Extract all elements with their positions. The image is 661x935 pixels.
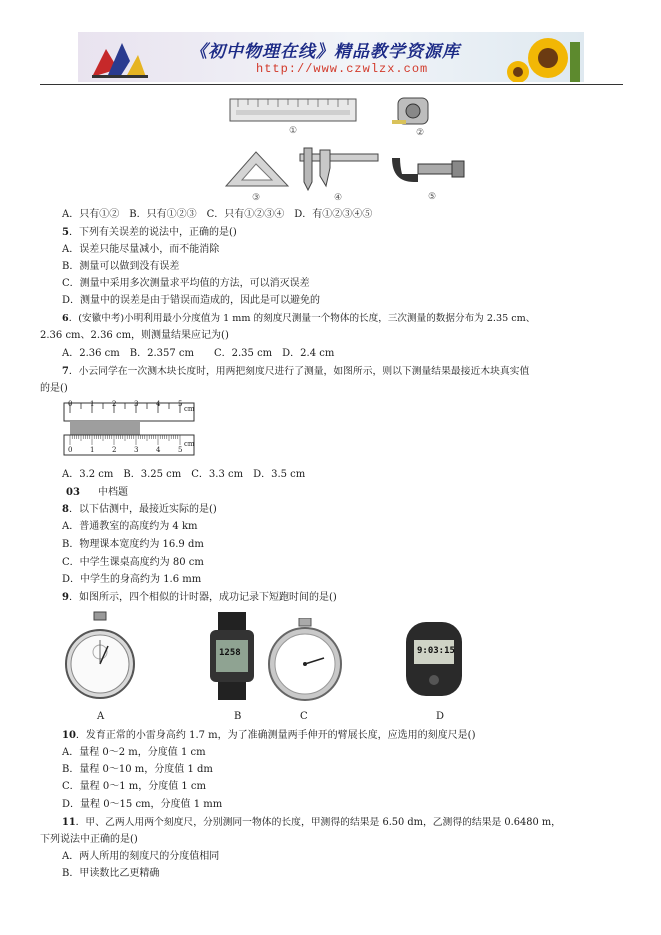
ruler-bottom-label-1: 1 (90, 446, 95, 454)
timer-d-digital-stopwatch (400, 616, 468, 702)
timer-c-stopwatch (266, 618, 344, 702)
section-title: 中档题 (98, 487, 128, 498)
q11-stem-line1: 11．甲、乙两人用两个刻度尺，分别测同一物体的长度，甲测得的结果是 6.50 dm，乙测得的结果是 0.6480 m， (62, 817, 561, 828)
q6-options: A．2.36 cm B．2.357 cm C．2.35 cm D．2.4 cm (62, 348, 335, 359)
q10-option-b: B．量程 0～10 m，分度值 1 dm (62, 764, 213, 775)
ruler-top-label-3: 3 (134, 400, 139, 408)
q8-stem: 8．以下估测中，最接近实际的是() (62, 504, 217, 515)
section-number: 03 (66, 487, 80, 498)
figure-label-5: ⑤ (428, 192, 437, 202)
figure-tape-measure (392, 94, 434, 130)
timer-d-display: 9:03:15 (417, 646, 455, 656)
banner-url: http://www.czwlzx.com (256, 62, 429, 76)
figure-set-square (222, 148, 292, 190)
figure-label-3: ③ (252, 193, 261, 203)
ruler-top-label-0: 0 (68, 400, 73, 408)
figure-label-2: ② (416, 128, 425, 138)
timer-b-display: 1258 (219, 648, 241, 658)
ruler-bottom-label-4: 4 (156, 446, 161, 454)
timer-b-digital-watch (206, 612, 258, 700)
q8-option-b: B．物理课本宽度约为 16.9 dm (62, 539, 204, 550)
figure-label-1: ① (289, 126, 298, 136)
ruler-bottom-unit: cm (184, 440, 195, 448)
ruler-top-unit: cm (184, 405, 195, 413)
q10-option-d: D．量程 0～15 cm，分度值 1 mm (62, 799, 223, 810)
q10-option-a: A．量程 0～2 m，分度值 1 cm (62, 747, 206, 758)
q9-stem: 9．如图所示，四个相似的计时器，成功记录下短跑时间的是() (62, 592, 337, 603)
q10-option-c: C．量程 0～1 m，分度值 1 cm (62, 781, 207, 792)
q11-option-b: B．甲读数比乙更精确 (62, 868, 160, 879)
q4-options: A．只有①② B．只有①②③ C．只有①②③④ D．有①②③④⑤ (62, 209, 373, 220)
timer-label-a: A (97, 711, 105, 722)
q5-option-c: C．测量中采用多次测量求平均值的方法，可以消灭误差 (62, 278, 310, 289)
q8-option-c: C．中学生课桌高度约为 80 cm (62, 557, 204, 568)
figure-vernier-caliper (298, 146, 380, 192)
ruler-bottom-label-5: 5 (178, 446, 183, 454)
timer-label-c: C (300, 711, 308, 722)
ruler-bottom-label-0: 0 (68, 446, 73, 454)
figure-micrometer (388, 152, 470, 188)
ruler-bottom-label-2: 2 (112, 446, 117, 454)
timer-label-d: D (436, 711, 445, 722)
q11-option-a: A．两人所用的刻度尺的分度值相同 (62, 851, 220, 862)
ruler-top-label-4: 4 (156, 400, 161, 408)
logo-icon (86, 35, 156, 81)
ruler-bottom-label-3: 3 (134, 446, 139, 454)
q6-stem-line2: 2.36 cm、2.36 cm，则测量结果应记为() (40, 330, 229, 341)
q5-option-b: B．测量可以做到没有误差 (62, 261, 180, 272)
figure-label-4: ④ (334, 193, 343, 203)
header-divider (40, 84, 623, 85)
timer-a-stopwatch (62, 610, 138, 702)
q5-option-d: D．测量中的误差是由于错误而造成的，因此是可以避免的 (62, 295, 321, 306)
q7-options: A．3.2 cm B．3.25 cm C．3.3 cm D．3.5 cm (62, 469, 306, 480)
q5-stem: 5．下列有关误差的说法中，正确的是() (62, 227, 237, 238)
q8-option-a: A．普通教室的高度约为 4 km (62, 521, 198, 532)
timer-label-b: B (234, 711, 242, 722)
q7-stem-line1: 7．小云同学在一次测木块长度时，用两把刻度尺进行了测量，如图所示，则以下测量结果最接近木块真实值 (62, 366, 530, 377)
sunflower-icon (498, 32, 584, 82)
q7-stem-line2: 的是() (40, 383, 68, 394)
ruler-top-label-2: 2 (112, 400, 117, 408)
header-banner (78, 32, 584, 82)
q5-option-a: A．误差只能尽量减小，而不能消除 (62, 244, 220, 255)
q10-stem: 10．发育正常的小雷身高约 1.7 m，为了准确测量两手伸开的臂展长度，应选用的刻度尺是() (62, 730, 476, 741)
q8-option-d: D．中学生的身高约为 1.6 mm (62, 574, 202, 585)
q11-stem-line2: 下列说法中正确的是() (40, 834, 138, 845)
figure-ruler-tool (228, 95, 358, 127)
banner-title: 《初中物理在线》精品教学资源库 (190, 42, 460, 61)
q7-ruler-figure (60, 399, 196, 461)
q6-stem-line1: 6．(安徽中考)小明利用最小分度值为 1 mm 的刻度尺测量一个物体的长度，三次测量的数据分布为 2.35 cm、 (62, 313, 536, 324)
ruler-top-label-5: 5 (178, 400, 183, 408)
ruler-top-label-1: 1 (90, 400, 95, 408)
